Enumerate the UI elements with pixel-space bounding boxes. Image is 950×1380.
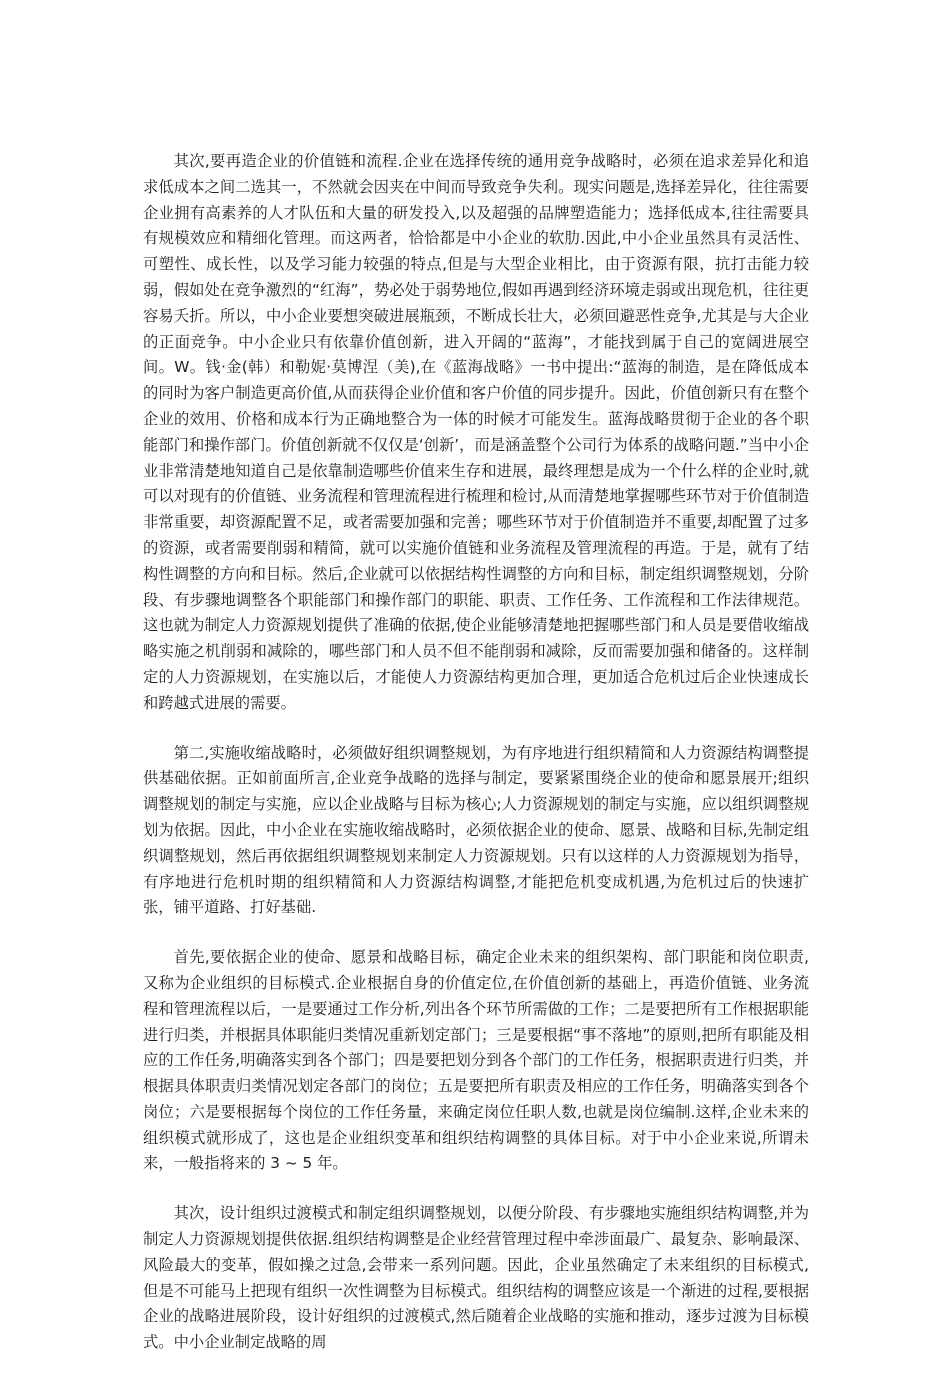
paragraph-transition-model: 其次，设计组织过渡模式和制定组织调整规划，以便分阶段、有步骤地实施组织结构调整,并为制定人力资源规划提供依据.组织结构调整是企业经营管理过程中牵涉面最广、最复杂、影响最深、风险最大的变革，假如操之过急,会带来一系列问题。因此，企业虽然确定了未来组织的目标模式,但是不可能马上把现有组织一次性调整为目标模式。组织结构的调整应该是一个渐进的过程,要根据企业的战略进展阶段，设计好组织的过渡模式,然后随着企业战略的实施和推动，逐步过渡为目标模式。中小企业制定战略的周: [143, 1204, 809, 1352]
paragraph-organization-adjustment-plan: 第二,实施收缩战略时，必须做好组织调整规划，为有序地进行组织精简和人力资源结构调整提供基础依据。正如前面所言,企业竞争战略的选择与制定，要紧紧围绕企业的使命和愿景展开;组织调整规划的制定与实施，应以企业战略与目标为核心;人力资源规划的制定与实施，应以组织调整规划为依据。因此，中小企业在实施收缩战略时，必须依据企业的使命、愿景、战略和目标,先制定组织调整规划，然后再依据组织调整规划来制定人力资源规划。只有以这样的人力资源规划为指导，有序地进行危机时期的组织精简和人力资源结构调整,才能把危机变成机遇,为危机过后的快速扩张，铺平道路、打好基础.: [143, 743, 809, 917]
paragraph-value-chain-reengineering: 其次,要再造企业的价值链和流程.企业在选择传统的通用竞争战略时，必须在追求差异化和追求低成本之间二选其一，不然就会因夹在中间而导致竞争失利。现实问题是,选择差异化，往往需要企业拥有高素养的人才队伍和大量的研发投入,以及超强的品牌塑造能力；选择低成本,往往需要具有规模效应和精细化管理。而这两者，恰恰都是中小企业的软肋.因此,中小企业虽然具有灵活性、可塑性、成长性，以及学习能力较强的特点,但是与大型企业相比，由于资源有限，抗打击能力较弱，假如处在竞争激烈的“红海”，势必处于弱势地位,假如再遇到经济环境走弱或出现危机，往往更容易夭折。所以，中小企业要想突破进展瓶颈，不断成长壮大，必须回避恶性竞争,尤其是与大企业的正面竞争。中小企业只有依靠价值创新，进入开阔的“蓝海”，才能找到属于自己的宽阔进展空间。W。钱·金(韩）和勒妮·莫博涅（美),在《蓝海战略》一书中提出:“蓝海的制造，是在降低成本的同时为客户制造更高价值,从而获得企业价值和客户价值的同步提升。因此，价值创新只有在整个企业的效用、价格和成本行为正确地整合为一体的时候才可能发生。蓝海战略贯彻于企业的各个职能部门和操作部门。价值创新就不仅仅是‘创新’，而是涵盖整个公司行为体系的战略问题.”当中小企业非常清楚地知道自己是依靠制造哪些价值来生存和进展，最终理想是成为一个什么样的企业时,就可以对现有的价值链、业务流程和管理流程进行梳理和检讨,从而清楚地掌握哪些环节对于价值制造非常重要，却资源配置不足，或者需要加强和完善；哪些环节对于价值制造并不重要,却配置了过多的资源，或者需要削弱和精简，就可以实施价值链和业务流程及管理流程的再造。于是，就有了结构性调整的方向和目标。然后,企业就可以依据结构性调整的方向和目标，制定组织调整规划，分阶段、有步骤地调整各个职能部门和操作部门的职能、职责、工作任务、工作流程和工作法律规范。这也就为制定人力资源规划提供了准确的依据,使企业能够清楚地把握哪些部门和人员是要借收缩战略实施之机削弱和减除的，哪些部门和人员不但不能削弱和减除，反而需要加强和储备的。这样制定的人力资源规划，在实施以后，才能使人力资源结构更加合理，更加适合危机过后企业快速成长和跨越式进展的需要。: [143, 152, 809, 712]
document-body: [143, 149, 809, 1380]
paragraph-target-organization-model: 首先,要依据企业的使命、愿景和战略目标，确定企业未来的组织架构、部门职能和岗位职责,又称为企业组织的目标模式.企业根据自身的价值定位,在价值创新的基础上，再造价值链、业务流程和管理流程以后，一是要通过工作分析,列出各个环节所需做的工作；二是要把所有工作根据职能进行归类，并根据具体职能归类情况重新划定部门；三是要根据“事不落地”的原则,把所有职能及相应的工作任务,明确落实到各个部门；四是要把划分到各个部门的工作任务，根据职责进行归类，并根据具体职责归类情况划定各部门的岗位；五是要把所有职责及相应的工作任务，明确落实到各个岗位；六是要根据每个岗位的工作任务量，来确定岗位任职人数,也就是岗位编制.这样,企业未来的组织模式就形成了，这也是企业组织变革和组织结构调整的具体目标。对于中小企业来说,所谓未来，一般指将来的 3 ~ 5 年。: [143, 948, 809, 1173]
